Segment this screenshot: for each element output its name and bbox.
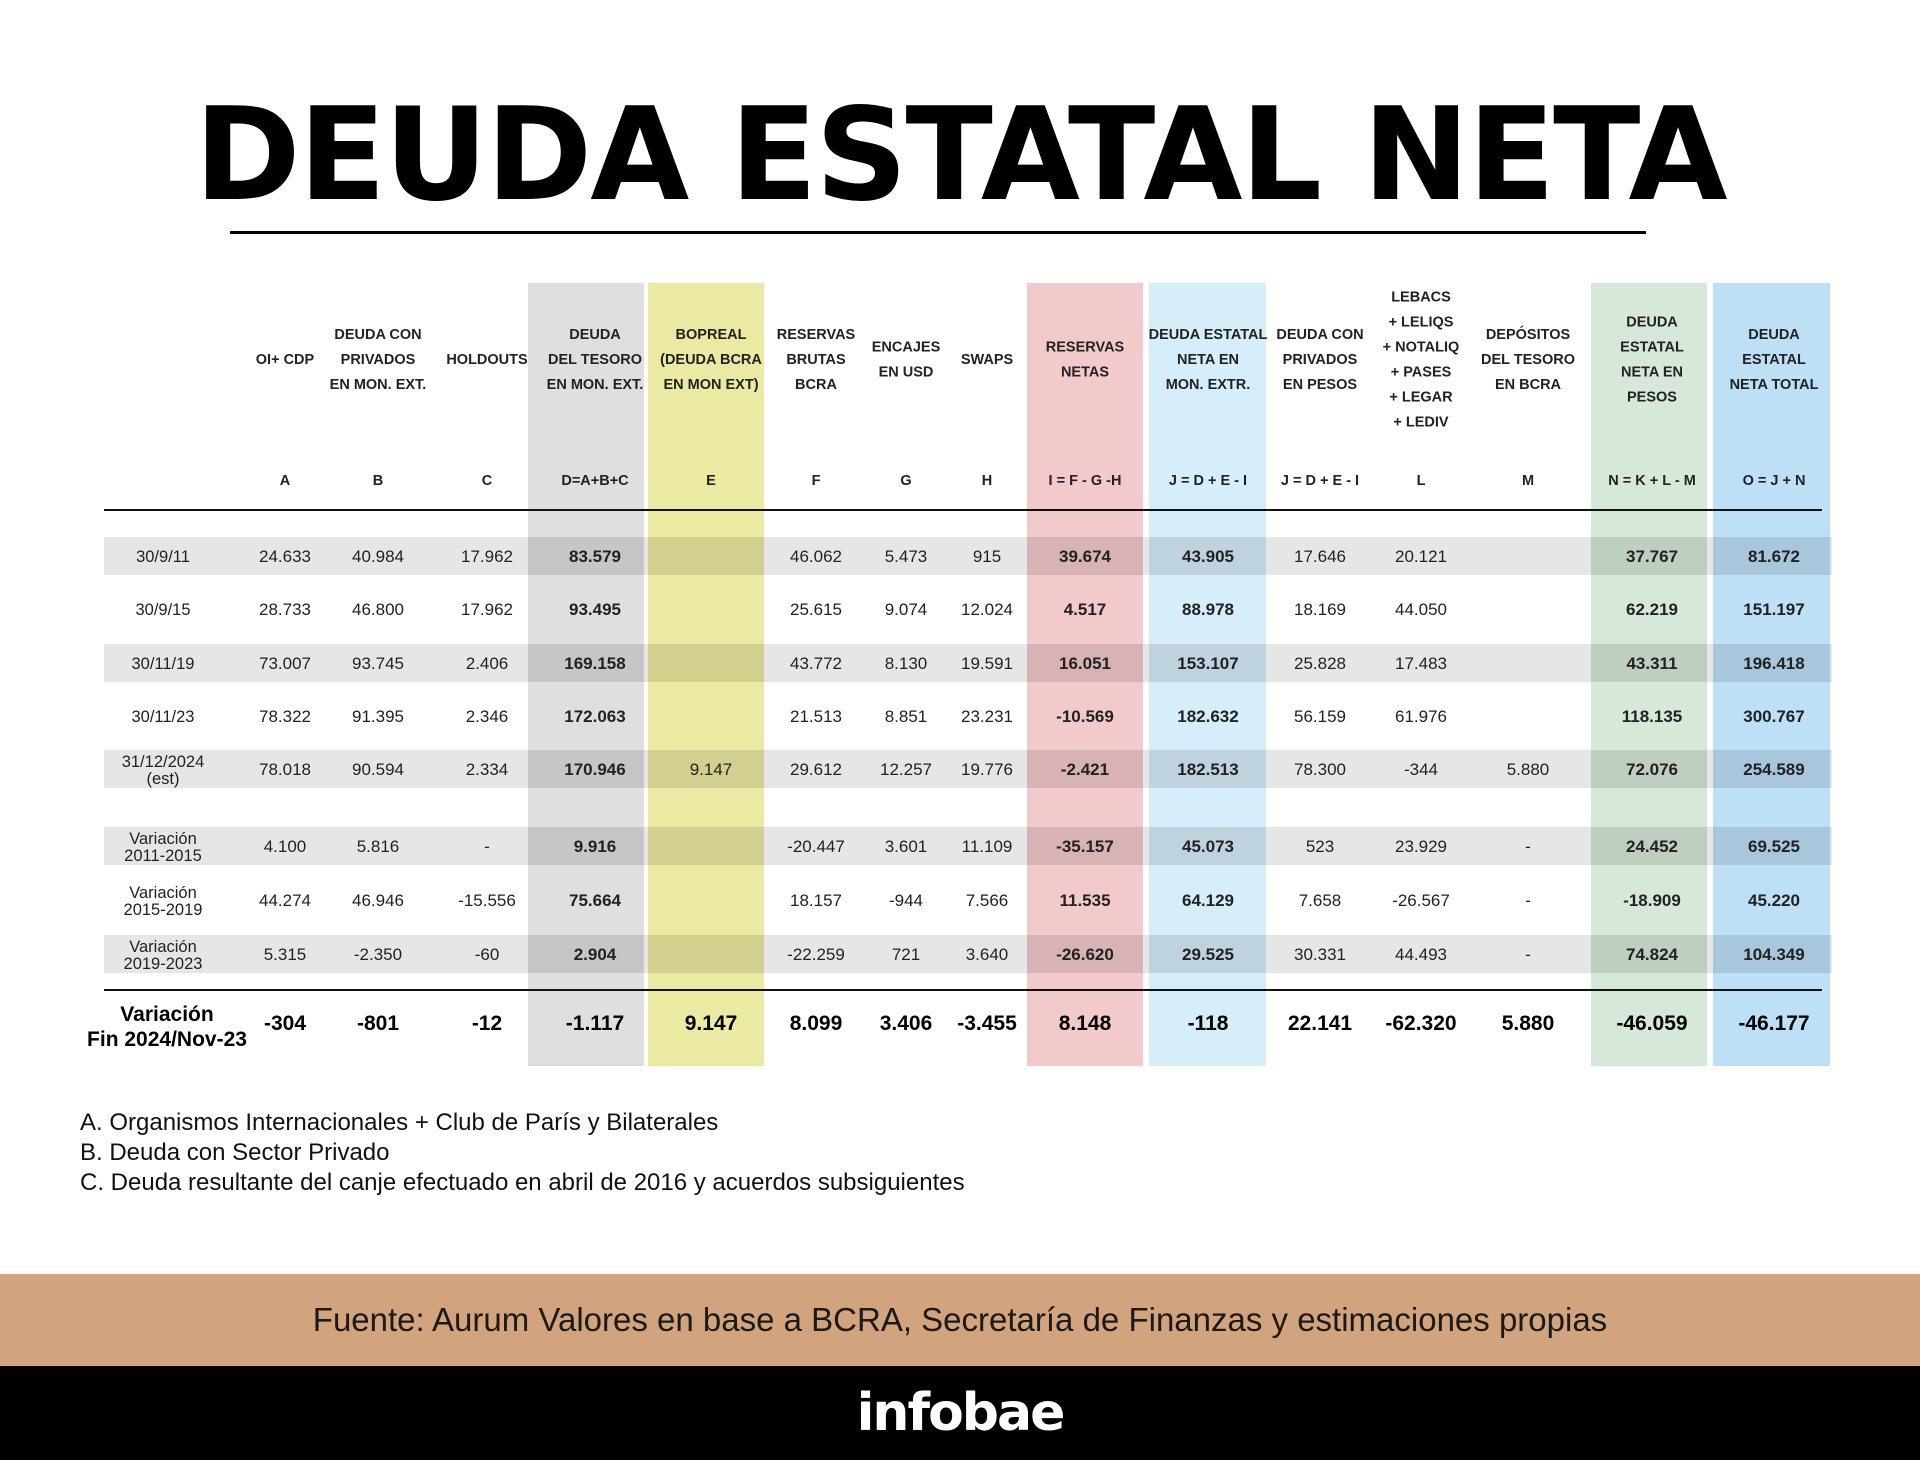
table-cell: 43.905 (1182, 547, 1234, 566)
table-cell: 44.493 (1395, 945, 1447, 964)
table-cell: - (1525, 891, 1531, 910)
table-cell: 153.107 (1177, 654, 1239, 673)
column-formula: H (981, 473, 993, 489)
total-cell: -118 (1187, 1012, 1229, 1035)
table-cell: 88.978 (1182, 600, 1234, 619)
table-cell: 23.231 (961, 707, 1013, 726)
table-cell: 300.767 (1743, 707, 1805, 726)
table-cell: 169.158 (564, 654, 626, 673)
table-cell: 29.525 (1182, 945, 1234, 964)
column-header: OI+ CDP (255, 352, 315, 368)
table-cell: 118.135 (1621, 707, 1683, 726)
table-cell: -2.350 (353, 945, 403, 964)
column-header: DEUDA CON (1276, 327, 1364, 343)
table-cell: -18.909 (1623, 891, 1681, 910)
table-cell: 78.300 (1294, 760, 1346, 779)
row-label: Variación (129, 884, 197, 902)
table-cell: 73.007 (259, 654, 311, 673)
column-header: + LEGAR (1389, 389, 1453, 406)
table-cell: 39.674 (1059, 547, 1111, 566)
band-row-shade (648, 935, 764, 973)
table-cell: 9.147 (689, 760, 733, 779)
column-header: EN MON. EXT. (546, 377, 644, 393)
table-cell: 46.062 (790, 547, 842, 566)
infobae-logo: infobae (856, 1383, 1064, 1443)
total-cell: 3.406 (879, 1012, 933, 1035)
table-cell: 104.349 (1743, 945, 1805, 964)
table-cell: -10.569 (1056, 707, 1114, 726)
table-cell: 7.658 (1298, 891, 1342, 910)
table-cell: 90.594 (352, 760, 404, 779)
total-cell: -46.177 (1738, 1012, 1810, 1035)
column-header: NETA TOTAL (1729, 377, 1819, 393)
total-cell: 9.147 (684, 1012, 738, 1035)
table-cell: 74.824 (1626, 945, 1678, 964)
total-cell: -62.320 (1385, 1012, 1457, 1035)
table-cell: 11.109 (961, 837, 1013, 856)
table-cell: 24.452 (1626, 837, 1678, 856)
table-cell: 62.219 (1626, 600, 1678, 619)
table-cell: 5.816 (356, 837, 400, 856)
table-cell: 83.579 (569, 547, 621, 566)
table-cell: 17.483 (1395, 654, 1447, 673)
column-header: EN BCRA (1494, 377, 1562, 393)
table-cell: 17.962 (461, 600, 513, 619)
band-row-shade (648, 537, 764, 575)
source-band (0, 1274, 1920, 1366)
total-rule (104, 989, 1822, 991)
row-label: 30/9/15 (135, 601, 191, 619)
column-header: ESTATAL (1742, 352, 1806, 368)
column-header: LEBACS (1391, 289, 1451, 306)
table-cell: -20.447 (787, 837, 845, 856)
column-header: PRIVADOS (1282, 352, 1358, 368)
column-header: BRUTAS (786, 352, 846, 368)
table-cell: 182.513 (1177, 760, 1239, 779)
column-formula: J = D + E - I (1280, 473, 1360, 489)
total-cell: -3.455 (957, 1012, 1017, 1035)
column-header: DEUDA (569, 327, 621, 343)
footnote-a: A. Organismos Internacionales + Club de París y Bilaterales (80, 1109, 719, 1136)
table-cell: 25.828 (1294, 654, 1346, 673)
row-label: Variación (129, 938, 197, 956)
column-formula: G (900, 473, 912, 489)
table-cell: 9.074 (884, 600, 928, 619)
page-title: DEUDA ESTATAL NETA (194, 81, 1726, 230)
total-cell: 22.141 (1287, 1012, 1353, 1035)
table-cell: 254.589 (1743, 760, 1805, 779)
table-cell: 25.615 (790, 600, 842, 619)
column-header: ENCAJES (871, 339, 941, 356)
table-cell: 170.946 (564, 760, 626, 779)
table-cell: 19.591 (961, 654, 1013, 673)
table-cell: 21.513 (790, 707, 842, 726)
table-cell: 5.880 (1506, 760, 1550, 779)
column-formula: O = J + N (1742, 473, 1806, 489)
table-cell: 30.331 (1294, 945, 1346, 964)
table-cell: 44.274 (259, 891, 311, 910)
table-cell: -15.556 (458, 891, 516, 910)
total-cell: -12 (471, 1012, 503, 1035)
table-cell: 45.073 (1182, 837, 1234, 856)
table-cell: 72.076 (1626, 760, 1678, 779)
column-header: DEUDA (1626, 314, 1678, 331)
column-header: NETA EN (1176, 352, 1240, 368)
column-header: PRIVADOS (340, 352, 416, 368)
table-cell: 11.535 (1059, 891, 1111, 910)
column-header: BCRA (795, 377, 837, 393)
table-cell: 5.315 (263, 945, 307, 964)
column-formula: L (1416, 473, 1426, 489)
header-rule (104, 509, 1822, 511)
table-cell: 523 (1305, 837, 1335, 856)
footer (0, 1366, 1920, 1460)
column-header: DEPÓSITOS (1485, 327, 1571, 343)
total-cell: 5.880 (1501, 1012, 1555, 1035)
column-header: NETAS (1060, 364, 1110, 381)
table-cell: 2.346 (465, 707, 509, 726)
table-cell: 196.418 (1743, 654, 1805, 673)
table-cell: 18.169 (1294, 600, 1346, 619)
column-header: + NOTALIQ (1382, 339, 1460, 356)
table-cell: 19.776 (961, 760, 1013, 779)
table-cell: 4.517 (1063, 600, 1107, 619)
table-cell: 64.129 (1182, 891, 1234, 910)
column-header: MON. EXTR. (1165, 377, 1251, 393)
table-cell: 8.130 (884, 654, 928, 673)
row-label: (est) (146, 770, 180, 788)
table-cell: 46.946 (352, 891, 404, 910)
column-header: ESTATAL (1620, 339, 1684, 356)
table-cell: -944 (888, 891, 924, 910)
column-header: RESERVAS (1045, 339, 1125, 356)
table-cell: 8.851 (884, 707, 928, 726)
table-cell: 69.525 (1748, 837, 1800, 856)
row-label: 2015-2019 (123, 901, 203, 919)
table-cell: 7.566 (965, 891, 1009, 910)
total-cell: -46.059 (1616, 1012, 1688, 1035)
column-formula: A (279, 473, 291, 489)
table-cell: 78.018 (259, 760, 311, 779)
table-cell: 5.473 (884, 547, 928, 566)
row-label: 30/11/19 (131, 655, 195, 673)
table-cell: 81.672 (1748, 547, 1800, 566)
total-cell: 8.099 (789, 1012, 843, 1035)
column-header: DEUDA (1748, 327, 1800, 343)
column-header: HOLDOUTS (446, 352, 528, 368)
table-cell: 23.929 (1395, 837, 1447, 856)
column-formula: F (811, 473, 821, 489)
column-header: DEL TESORO (1481, 352, 1575, 368)
column-formula: C (481, 473, 493, 489)
table-cell: 24.633 (259, 547, 311, 566)
table-cell: 3.601 (884, 837, 928, 856)
column-header: EN MON EXT) (663, 377, 759, 393)
table-cell: -26.567 (1392, 891, 1450, 910)
source-text: Fuente: Aurum Valores en base a BCRA, Secretaría de Finanzas y estimaciones propias (312, 1301, 1608, 1338)
table-cell: - (1525, 945, 1531, 964)
total-cell: 8.148 (1058, 1012, 1112, 1035)
footnotes (80, 1108, 965, 1198)
table-cell: 172.063 (564, 707, 626, 726)
table-cell: 20.121 (1395, 547, 1447, 566)
footnote-c: C. Deuda resultante del canje efectuado en abril de 2016 y acuerdos subsiguientes (80, 1169, 965, 1196)
table-cell: 93.745 (352, 654, 404, 673)
total-cell: -1.117 (565, 1012, 625, 1035)
column-header: RESERVAS (776, 327, 856, 343)
table-cell: 91.395 (352, 707, 404, 726)
table-cell: -60 (474, 945, 500, 964)
row-label: Variación (129, 830, 197, 848)
column-formula: D=A+B+C (561, 473, 629, 489)
column-formula: N = K + L - M (1608, 473, 1696, 489)
table-cell: 12.024 (961, 600, 1013, 619)
column-header: + LELIQS (1388, 314, 1454, 331)
column-header: + LEDIV (1393, 414, 1449, 431)
column-formula: B (372, 473, 384, 489)
table-cell: 43.311 (1626, 654, 1678, 673)
column-formula: I = F - G -H (1048, 473, 1122, 489)
column-header: PESOS (1627, 389, 1677, 406)
table-cell: - (1525, 837, 1531, 856)
table-cell: 44.050 (1395, 600, 1447, 619)
table-cell: -26.620 (1056, 945, 1114, 964)
column-header: EN MON. EXT. (329, 377, 427, 393)
table-cell: 2.334 (465, 760, 509, 779)
table-cell: 2.406 (465, 654, 509, 673)
table-cell: 151.197 (1743, 600, 1805, 619)
table-cell: 40.984 (352, 547, 404, 566)
table-cell: 4.100 (263, 837, 307, 856)
total-row-label: Fin 2024/Nov-23 (87, 1028, 247, 1051)
band-row-shade (648, 644, 764, 682)
column-header: (DEUDA BCRA (660, 352, 762, 368)
table-cell: 28.733 (259, 600, 311, 619)
table-cell: -22.259 (787, 945, 845, 964)
column-header: NETA EN (1620, 364, 1684, 381)
table-cell: -35.157 (1056, 837, 1114, 856)
table-cell: 61.976 (1395, 707, 1447, 726)
table-cell: -344 (1403, 760, 1439, 779)
table-cell: 182.632 (1177, 707, 1239, 726)
table-cell: 721 (891, 945, 921, 964)
table-cell: 29.612 (790, 760, 842, 779)
total-cell: -801 (356, 1012, 400, 1035)
table-cell: 46.800 (352, 600, 404, 619)
column-formula: E (706, 473, 716, 489)
table-cell: 915 (972, 547, 1002, 566)
table-cell: - (484, 837, 490, 856)
total-cell: -304 (263, 1012, 307, 1035)
row-label: 2019-2023 (123, 955, 203, 973)
row-label: 30/11/23 (131, 708, 195, 726)
table-cell: 17.646 (1294, 547, 1346, 566)
column-header: SWAPS (960, 352, 1014, 368)
column-formula: J = D + E - I (1168, 473, 1248, 489)
band-row-shade (648, 827, 764, 865)
column-header: BOPREAL (675, 327, 747, 343)
row-label: 31/12/2024 (121, 753, 205, 771)
column-header: DEUDA ESTATAL (1148, 327, 1268, 343)
column-header: DEUDA CON (334, 327, 422, 343)
table-cell: 12.257 (880, 760, 932, 779)
table-cell: 17.962 (461, 547, 513, 566)
column-formula: M (1521, 473, 1535, 489)
footnote-b: B. Deuda con Sector Privado (80, 1139, 390, 1166)
column-header: DEL TESORO (548, 352, 642, 368)
table-cell: 37.767 (1626, 547, 1678, 566)
total-row-label: Variación (120, 1003, 214, 1026)
table-cell: 56.159 (1294, 707, 1346, 726)
table-cell: 18.157 (790, 891, 842, 910)
table-cell: 45.220 (1748, 891, 1800, 910)
table-cell: 3.640 (965, 945, 1009, 964)
table-cell: 78.322 (259, 707, 311, 726)
table-cell: 16.051 (1059, 654, 1111, 673)
table-cell: 43.772 (790, 654, 842, 673)
column-header: + PASES (1390, 364, 1452, 381)
table-cell: -2.421 (1060, 760, 1110, 779)
table-cell: 9.916 (573, 837, 617, 856)
row-label: 2011-2015 (124, 847, 202, 865)
table-cell: 93.495 (569, 600, 621, 619)
table-cell: 2.904 (573, 945, 617, 964)
column-header: EN USD (878, 364, 934, 381)
table-cell: 75.664 (569, 891, 621, 910)
column-header: EN PESOS (1282, 377, 1358, 393)
row-label: 30/9/11 (136, 548, 190, 566)
